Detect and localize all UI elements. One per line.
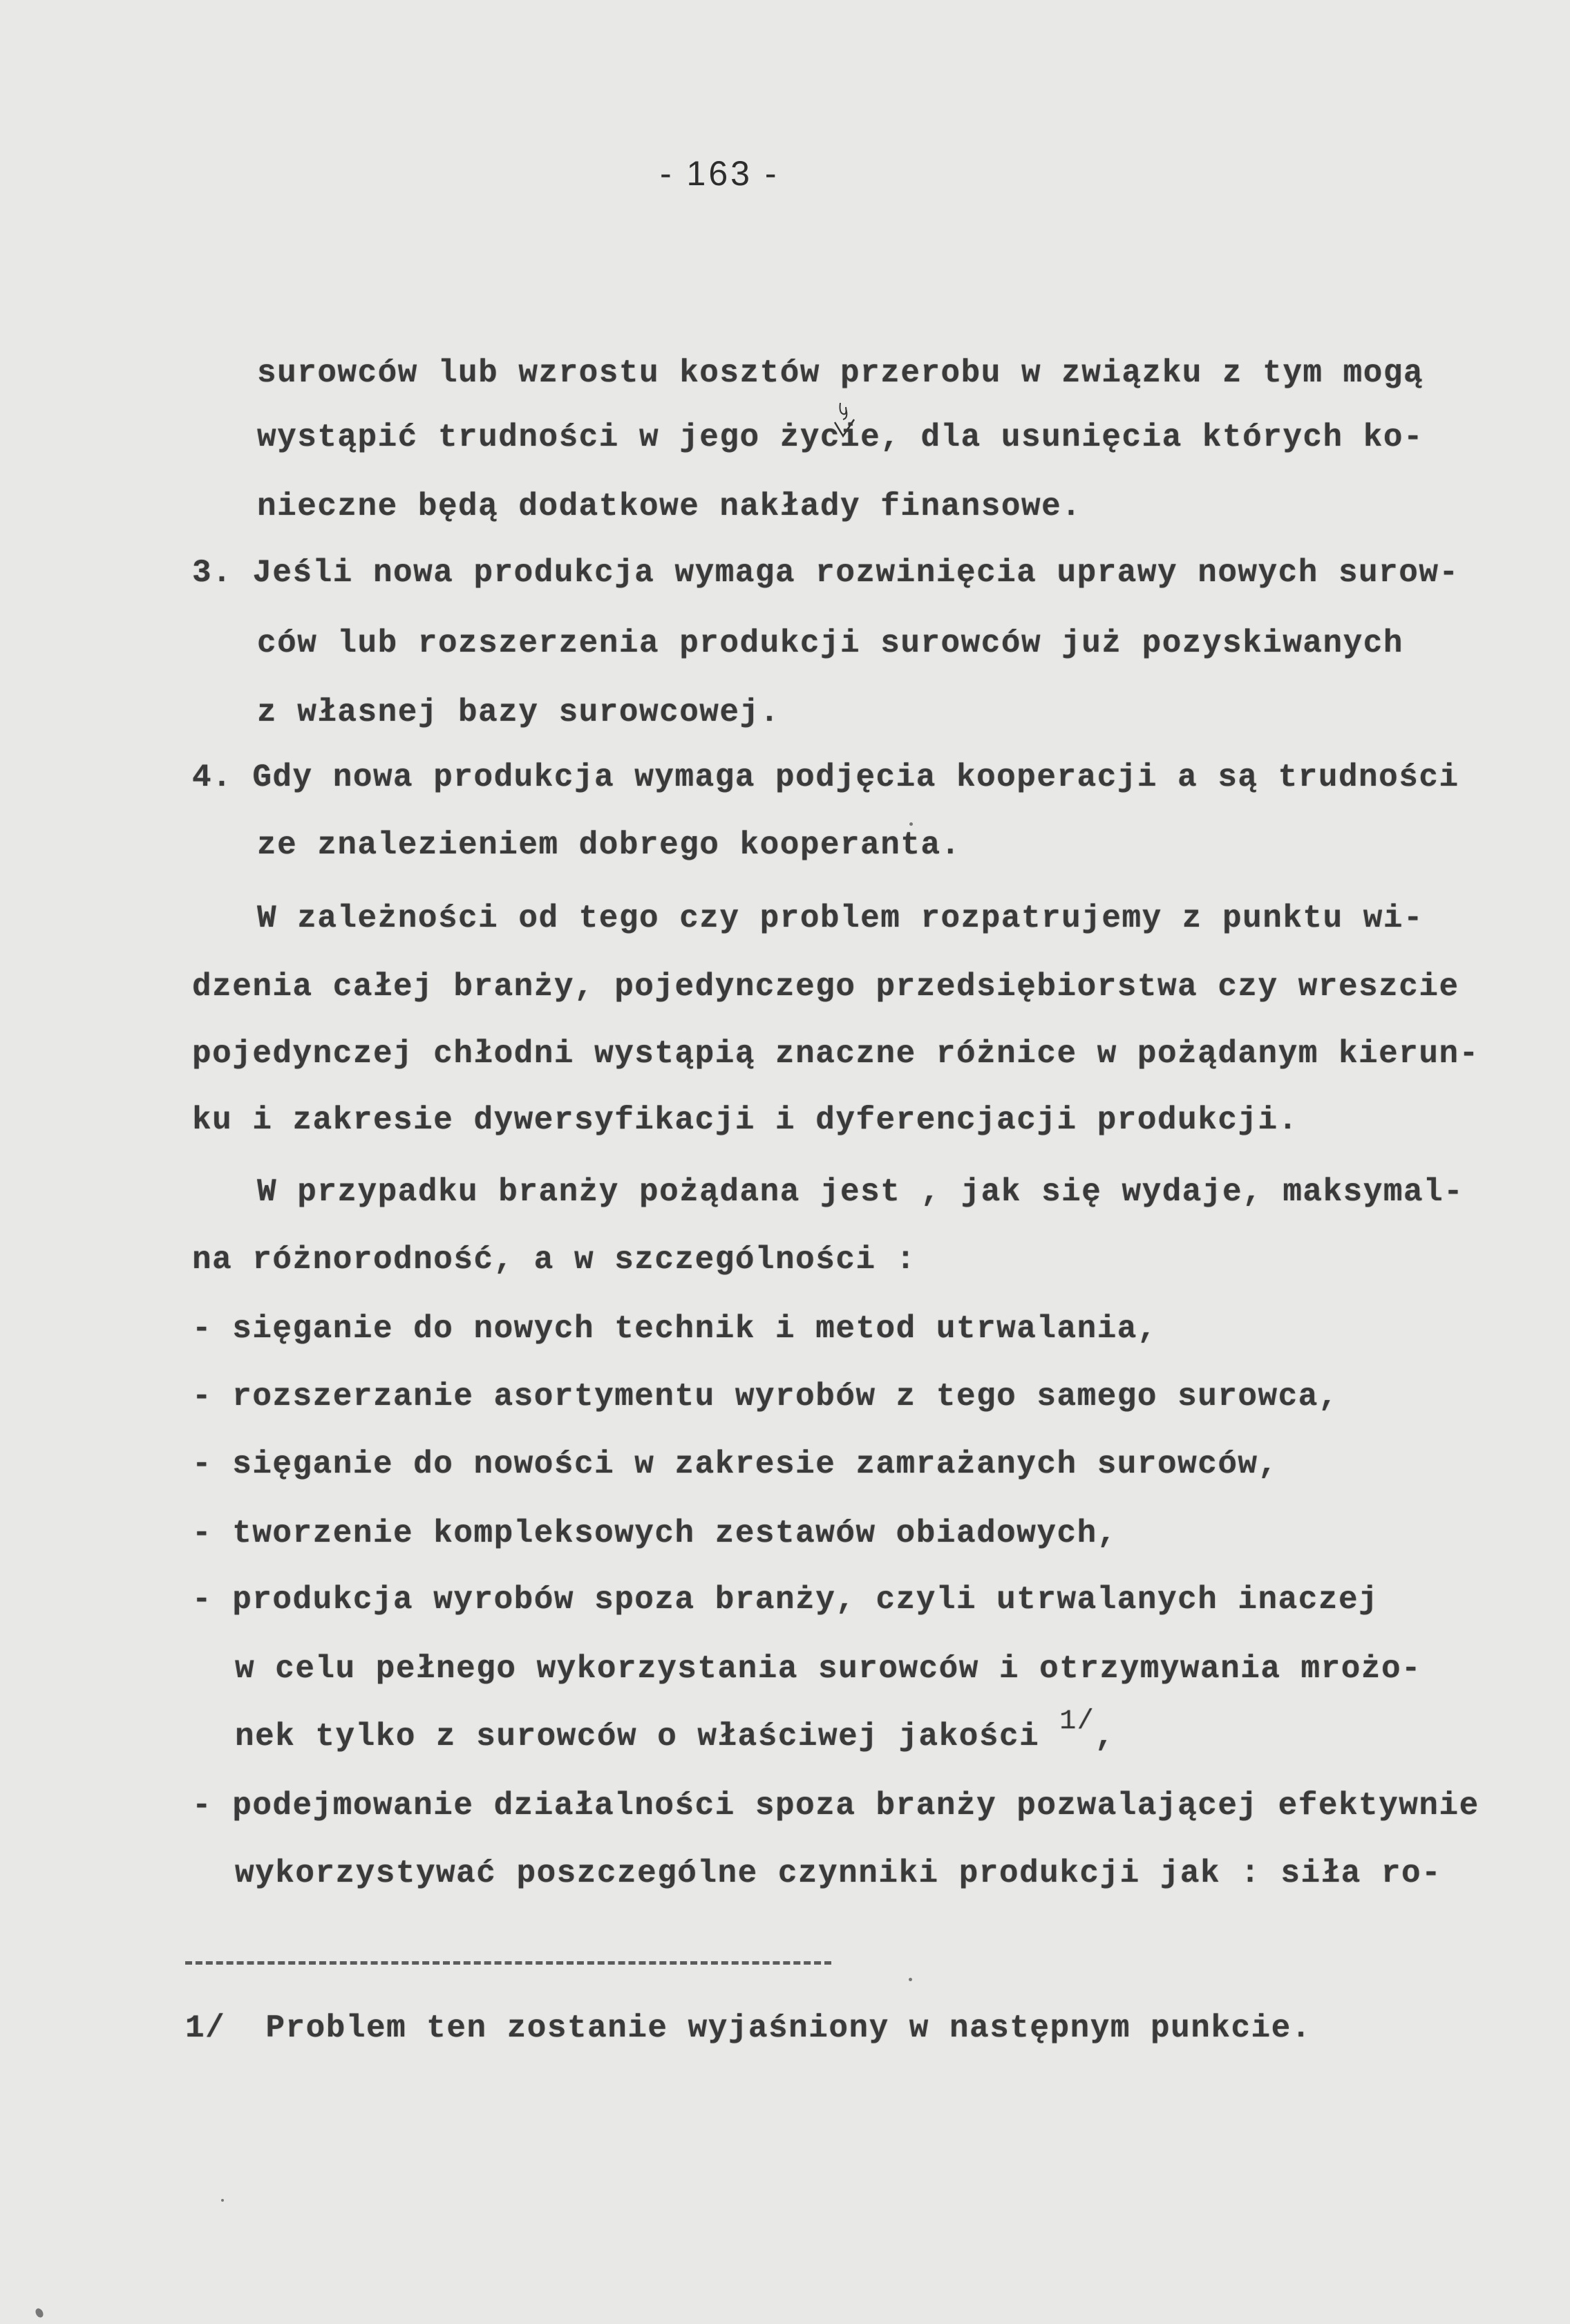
footnote-reference: 1/ — [1059, 1706, 1095, 1737]
bullet-item: - produkcja wyrobów spoza branży, czyli utrwalanych inaczej — [192, 1582, 1379, 1618]
text-line: nek tylko z surowców o właściwej jakości — [235, 1719, 1040, 1755]
footnote-separator — [185, 1961, 831, 1965]
text-line: z własnej bazy surowcowej. — [257, 695, 780, 730]
text-line: ku i zakresie dywersyfikacji i dyferencjacji produkcji. — [192, 1102, 1298, 1138]
text-line: nieczne będą dodatkowe nakłady finansowe. — [257, 489, 1082, 525]
text-line: surowców lub wzrostu kosztów przerobu w związku z tym mogą — [257, 355, 1424, 391]
text-line: wykorzystywać poszczególne czynniki produkcji jak : siła ro- — [235, 1855, 1442, 1891]
footnote-marker: 1/ — [185, 2010, 226, 2046]
paper-speck — [221, 2199, 224, 2202]
text-line: wystąpić trudności w jego życie, dla usunięcia których ko- — [257, 419, 1424, 455]
paper-speck — [909, 822, 913, 826]
footnote-ref-trailing-comma: , — [1095, 1719, 1115, 1755]
page-number: - 163 - — [660, 154, 779, 193]
paper-speck — [34, 2307, 45, 2318]
paragraph-start: W zależności od tego czy problem rozpatrujemy z punktu wi- — [257, 900, 1424, 936]
paragraph-start: W przypadku branży pożądana jest , jak się wydaje, maksymal- — [257, 1174, 1464, 1210]
text-line: pojedynczej chłodni wystąpią znaczne różnice w pożądanym kierun- — [192, 1036, 1479, 1072]
paper-speck — [909, 1978, 912, 1981]
bullet-item: - sięganie do nowości w zakresie zamrażanych surowców, — [192, 1446, 1278, 1482]
text-line: ców lub rozszerzenia produkcji surowców już pozyskiwanych — [257, 625, 1403, 661]
text-line: ze znalezieniem dobrego kooperanta. — [257, 827, 961, 863]
footnote-text: Problem ten zostanie wyjaśniony w następnym punkcie. — [265, 2010, 1312, 2046]
bullet-item: - rozszerzanie asortymentu wyrobów z tego samego surowca, — [192, 1379, 1339, 1415]
footnote — [185, 2012, 1312, 2044]
list-item-3: 3. Jeśli nowa produkcja wymaga rozwinięcia uprawy nowych surow- — [192, 555, 1459, 591]
text-line: dzenia całej branży, pojedynczego przedsiębiorstwa czy wreszcie — [192, 969, 1459, 1005]
list-item-4: 4. Gdy nowa produkcja wymaga podjęcia kooperacji a są trudności — [192, 759, 1459, 795]
bullet-item: - tworzenie kompleksowych zestawów obiadowych, — [192, 1515, 1117, 1551]
text-line-with-footnote-ref — [235, 1706, 1115, 1755]
bullet-item: - podejmowanie działalności spoza branży pozwalającej efektywnie — [192, 1788, 1479, 1824]
bullet-item: - sięganie do nowych technik i metod utrwalania, — [192, 1311, 1158, 1347]
text-line: na różnorodność, a w szczególności : — [192, 1242, 916, 1278]
text-line: w celu pełnego wykorzystania surowców i otrzymywania mrożo- — [235, 1651, 1422, 1687]
